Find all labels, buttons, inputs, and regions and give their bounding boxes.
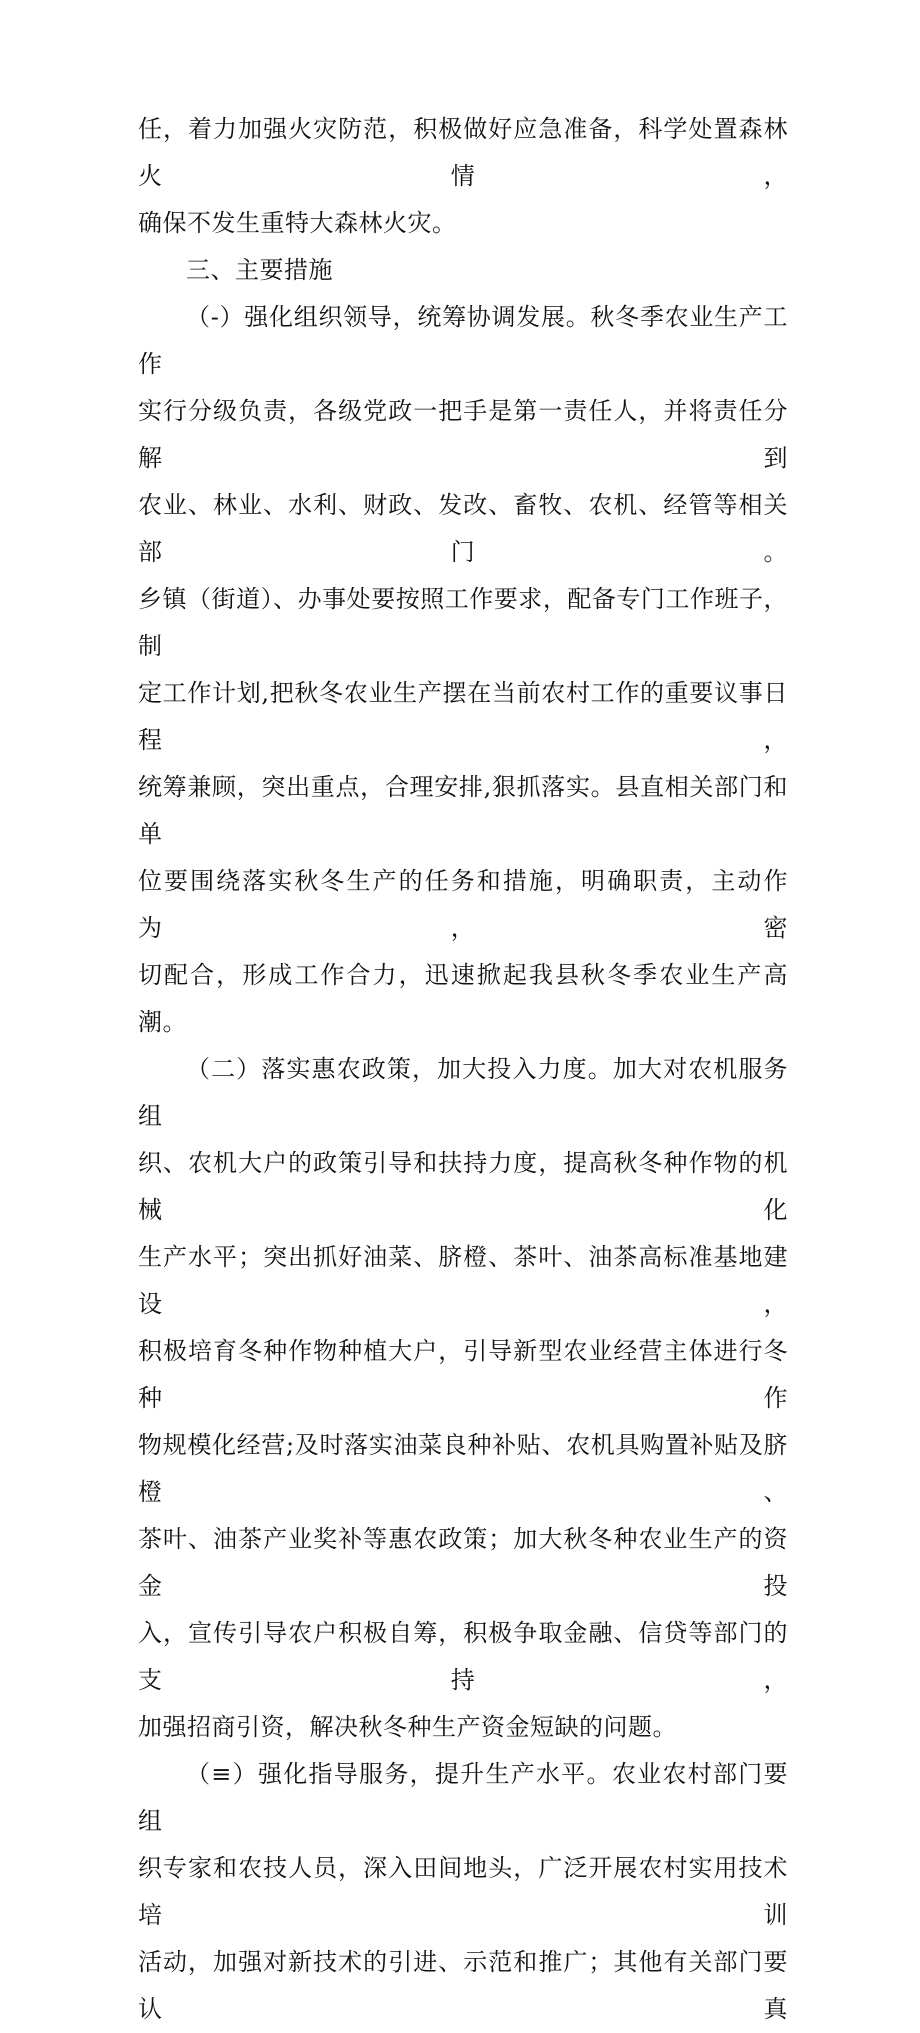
text-line: 茶叶、油茶产业奖补等惠农政策；加大秋冬种农业生产的资金投 [138,1525,788,1600]
text-line: 织、农机大户的政策引导和扶持力度，提高秋冬种作物的机械化 [138,1149,788,1224]
text-line: 乡镇（街道）、办事处要按照工作要求，配备专门工作班子，制 [138,585,788,660]
text-line: 任，着力加强火灾防范，积极做好应急准备，科学处置森林火情， [138,115,788,190]
text-line: 生产水平；突出抓好油菜、脐橙、茶叶、油茶高标准基地建设， [138,1243,788,1318]
paragraph-measure-3 [138,1751,788,2033]
paragraph-measure-2 [138,1046,788,1751]
text-line: 位要围绕落实秋冬生产的任务和措施，明确职责，主动作为，密 [138,867,788,942]
text-line: 切配合，形成工作合力，迅速掀起我县秋冬季农业生产高潮。 [138,961,788,1036]
text-line: 农业、林业、水利、财政、发改、畜牧、农机、经管等相关部门。 [138,491,788,566]
text-line: 织专家和农技人员，深入田间地头，广泛开展农村实用技术培训 [138,1854,788,1929]
paragraph-continued [138,106,788,247]
text-line: 加强招商引资，解决秋冬种生产资金短缺的问题。 [138,1713,677,1741]
text-line: （二）落实惠农政策，加大投入力度。加大对农机服务组 [138,1055,788,1130]
text-line: 活动，加强对新技术的引进、示范和推广；其他有关部门要认真 [138,1948,788,2023]
document-body [138,106,788,2033]
text-line: （≡）强化指导服务，提升生产水平。农业农村部门要组 [138,1760,788,1835]
text-line: 统筹兼顾，突出重点，合理安排,狠抓落实。县直相关部门和单 [138,773,788,848]
text-line: 确保不发生重特大森林火灾。 [138,209,457,237]
section-heading: 三、主要措施 [186,256,333,284]
text-line: 物规模化经营;及时落实油菜良种补贴、农机具购置补贴及脐橙、 [138,1431,788,1506]
text-line: （-）强化组织领导，统筹协调发展。秋冬季农业生产工作 [138,303,788,378]
text-line: 入，宣传引导农户积极自筹，积极争取金融、信贷等部门的支持， [138,1619,788,1694]
text-line: 定工作计划,把秋冬农业生产摆在当前农村工作的重要议事日程， [138,679,788,754]
paragraph-measure-1 [138,294,788,1046]
text-line: 积极培育冬种作物种植大户，引导新型农业经营主体进行冬种作 [138,1337,788,1412]
text-line: 实行分级负责，各级党政一把手是第一责任人，并将责任分解到 [138,397,788,472]
